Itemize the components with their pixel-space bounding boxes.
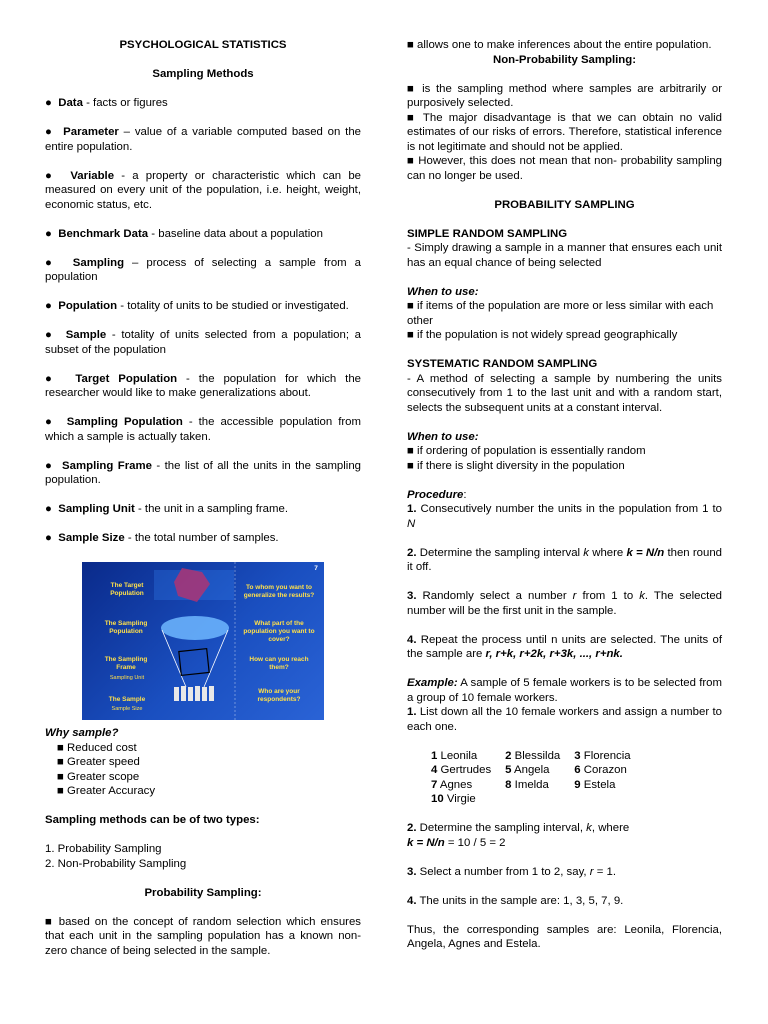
why-sample-item: ■ Greater Accuracy (57, 785, 156, 797)
table-row (431, 749, 645, 764)
definition-text: - the unit in a sampling frame. (134, 503, 289, 515)
worker-cell: 6 Corazon (574, 764, 627, 776)
worker-cell: 7 Agnes (431, 778, 473, 791)
example-conclusion: Thus, the corresponding samples are: Leonila, Florencia, Angela, Agnes and Estela. (407, 923, 722, 950)
systematic-text: - A method of selecting a sample by numbering the units consecutively from 1 to the last unit and with a random start, selects the subsequent units at a constant interval. (407, 372, 722, 414)
definition-term: Sample Size (58, 532, 125, 544)
non-probability-item-1: ■ is the sampling method where samples are arbitrarily or purposively selected. (407, 82, 722, 109)
why-sample-title: Why sample? (45, 727, 119, 739)
probability-sampling-heading: PROBABILITY SAMPLING (494, 198, 635, 211)
definition-item: ● Sampling Unit - the unit in a sampling frame. (45, 503, 289, 515)
diagram-question-4: Who are your respondents? (257, 688, 301, 703)
srs-title: SIMPLE RANDOM SAMPLING (407, 227, 568, 240)
non-probability-title: Non-Probability Sampling: (492, 53, 637, 66)
systematic-when-2: ■ if there is slight diversity in the population (407, 459, 625, 472)
types-title: Sampling methods can be of two types: (45, 814, 260, 826)
example-step-2: 2. Determine the sampling interval, k, where (407, 822, 630, 834)
probability-sampling-continued: ■ allows one to make inferences about the entire population. (407, 39, 712, 51)
non-probability-item-3: ■ However, this does not mean that non- probability sampling can no longer be used. (407, 155, 722, 182)
procedure-step-1: 1. Consecutively number the units in the population from 1 to N (407, 503, 722, 530)
definition-text: - the list of all the units in the sampling population. (45, 459, 361, 486)
definition-item: ● Sampling – process of selecting a sample from a population (45, 256, 361, 283)
srs-when-2: ■ if the population is not widely spread geographically (407, 329, 678, 341)
definition-term: Sampling Population (66, 416, 183, 428)
left-column (45, 38, 361, 958)
worker-cell: 8 Imelda (505, 778, 549, 791)
diagram-question-1: To whom you want to generalize the results? (243, 584, 315, 599)
diagram-label-sampling-unit: Sampling Unit (109, 675, 145, 681)
definition-text: - the population for which the researcher would like to make generalizations about. (45, 372, 361, 399)
workers-list (407, 749, 722, 807)
definition-term: Variable (70, 169, 115, 182)
systematic-when-title: When to use: (407, 430, 479, 443)
example-intro: Example: A sample of 5 female workers is to be selected from a group of 10 female workers. (407, 677, 722, 704)
right-column (407, 38, 722, 952)
definition-item: ● Sample Size - the total number of samples. (45, 532, 279, 544)
definition-term: Benchmark Data (58, 227, 149, 240)
why-sample-item: ■ Greater scope (57, 770, 140, 783)
procedure-step-2: 2. Determine the sampling interval k where k = N/n then round it off. (407, 546, 722, 573)
probability-sampling-title: Probability Sampling: (144, 886, 262, 899)
definition-term: Population (58, 300, 118, 312)
diagram-label-sample-size: Sample Size (111, 706, 143, 712)
definition-term: Parameter (63, 126, 119, 138)
definition-text: - a property or characteristic which can be measured on every unit of the population, i.e. height, weight, economic status, etc. (45, 169, 361, 211)
probability-sampling-text: ■ based on the concept of random selection which ensures that each unit in the sampling population has a known non-zero chance of being selected in the sample. (45, 915, 361, 957)
sampling-diagram (82, 562, 324, 720)
worker-cell: 2 Blessilda (505, 749, 561, 762)
table-row (431, 792, 645, 807)
definition-item: ● Variable - a property or characteristic which can be measured on every unit of the population, i.e. height, weight, economic status, etc. (45, 169, 361, 211)
section-title: Sampling Methods (152, 68, 254, 80)
definition-term: Sampling Unit (58, 503, 135, 515)
procedure-step-4: 4. Repeat the process until n units are selected. The units of the sample are r, r+k, r+2k, r+3k, ..., r+nk. (407, 633, 722, 660)
definition-term: Sampling Frame (62, 459, 152, 472)
diagram-label-sampling-frame: The Sampling Frame (104, 656, 148, 671)
type-1: 1. Probability Sampling (45, 843, 162, 855)
example-step-4: 4. The units in the sample are: 1, 3, 5, 7, 9. (407, 894, 624, 907)
workers-table (431, 749, 645, 807)
why-sample-list (45, 741, 361, 799)
procedure-step-3: 3. Randomly select a number r from 1 to k. The selected number will be the first unit in the sample. (407, 590, 722, 617)
systematic-when-1: ■ if ordering of population is essentially random (407, 445, 646, 457)
srs-text: - Simply drawing a sample in a manner that ensures each unit has an equal chance of being selected (407, 242, 722, 269)
definition-item: ● Sampling Frame - the list of all the units in the sampling population. (45, 459, 361, 486)
diagram-label-sampling-population: The Sampling Population (104, 620, 148, 635)
worker-cell: 4 Gertrudes (431, 764, 492, 776)
definition-item: ● Sample - totality of units selected from a population; a subset of the population (45, 329, 361, 356)
diagram-question-2: What part of the population you want to cover? (243, 620, 315, 643)
definition-item: ● Benchmark Data - baseline data about a population (45, 227, 323, 240)
type-2: 2. Non-Probability Sampling (45, 857, 187, 870)
definition-text: – value of a variable computed based on the entire population. (45, 126, 361, 153)
diagram-label-sample: The Sample (108, 696, 146, 703)
definition-term: Sample (65, 329, 107, 341)
table-row (431, 778, 645, 793)
definition-term: Sampling (72, 256, 125, 269)
why-sample-item: ■ Reduced cost (57, 741, 137, 754)
definition-text: - totality of units to be studied or investigated. (117, 300, 349, 312)
worker-cell: 9 Estela (574, 778, 616, 791)
srs-when-title: When to use: (407, 285, 479, 298)
definitions-list (45, 96, 361, 560)
definition-item: ● Population - totality of units to be studied or investigated. (45, 300, 349, 312)
definition-item: ● Parameter – value of a variable computed based on the entire population. (45, 126, 361, 153)
definition-text: - facts or figures (82, 97, 168, 109)
definition-text: - totality of units selected from a population; a subset of the population (45, 329, 361, 356)
example-step-2-formula: k = N/n = 10 / 5 = 2 (407, 836, 506, 849)
worker-cell: 10 Virgie (431, 793, 476, 805)
definition-text: – process of selecting a sample from a population (45, 256, 361, 283)
procedure-title: Procedure: (407, 488, 467, 501)
why-sample-item: ■ Greater speed (57, 756, 140, 768)
definition-item: ● Sampling Population - the accessible population from which a sample is actually taken. (45, 416, 361, 443)
diagram-question-3: How can you reach them? (249, 656, 309, 671)
non-probability-item-2: ■ The major disadvantage is that we can obtain no valid estimates of our risks of errors. Therefore, statistical inference is not legitimate and should not be applied. (407, 111, 722, 153)
diagram-page-number: 7 (314, 565, 318, 572)
srs-when-1: ■ if items of the population are more or less similar with each other (407, 300, 714, 327)
definition-term: Target Population (75, 372, 178, 385)
document-title: PSYCHOLOGICAL STATISTICS (119, 39, 287, 51)
definition-text: - baseline data about a population (148, 227, 323, 240)
definition-item: ● Target Population - the population for which the researcher would like to make generalizations about. (45, 372, 361, 399)
worker-cell: 5 Angela (505, 764, 550, 776)
example-step-1: 1. List down all the 10 female workers and assign a number to each one. (407, 706, 722, 733)
definition-text: - the accessible population from which a sample is actually taken. (45, 416, 361, 443)
definition-item: ● Data - facts or figures (45, 97, 168, 109)
worker-cell: 1 Leonila (431, 749, 478, 762)
table-row (431, 763, 645, 778)
definition-text: - the total number of samples. (124, 532, 279, 544)
worker-cell: 3 Florencia (574, 749, 631, 762)
diagram-label-target: The Target Population (110, 582, 144, 597)
definition-term: Data (58, 97, 83, 109)
example-step-3: 3. Select a number from 1 to 2, say, r = 1. (407, 865, 617, 878)
systematic-title: SYSTEMATIC RANDOM SAMPLING (407, 358, 598, 370)
